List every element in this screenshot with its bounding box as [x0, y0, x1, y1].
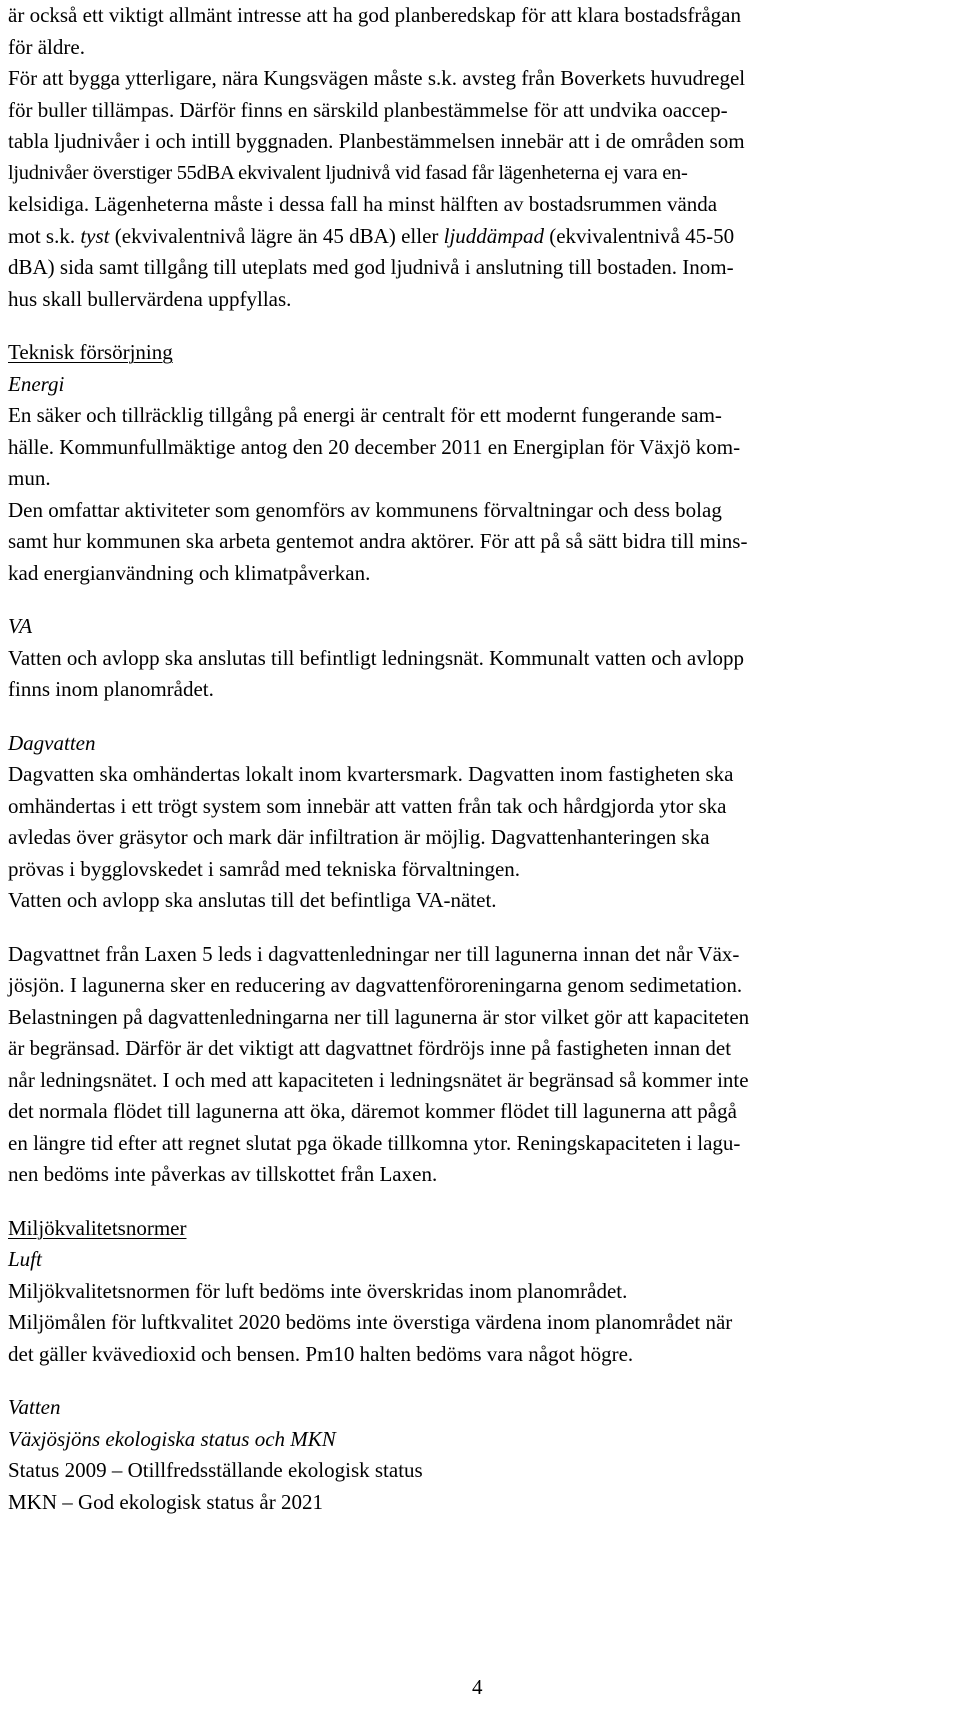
- text-line: Dagvatten ska omhändertas lokalt inom kvartersmark. Dagvatten inom fastigheten ska: [8, 762, 734, 786]
- text-line: hälle. Kommunfullmäktige antog den 20 december 2011 en Energiplan för Växjö kom-: [8, 434, 741, 459]
- emphasis-tyst: tyst: [80, 223, 110, 248]
- text-line: det gäller kvävedioxid och bensen. Pm10 halten bedöms vara något högre.: [8, 1341, 634, 1366]
- text-line: för buller tillämpas. Därför finns en särskild planbestämmelse för att undvika oaccep-: [8, 97, 728, 122]
- text-run: (ekvivalentnivå 45-50: [543, 223, 735, 248]
- text-line: når ledningsnätet. I och med att kapaciteten i ledningsnätet är begränsad så kommer inte: [8, 1067, 749, 1092]
- text-line: är också ett viktigt allmänt intresse att ha god planberedskap för att klara bostadsfrågan: [8, 3, 742, 27]
- subheading-dagvatten: Dagvatten: [8, 730, 96, 755]
- text-line: tabla ljudnivåer i och intill byggnaden. Planbestämmelsen innebär att i de områden som: [8, 129, 745, 153]
- subheading-energi: Energi: [8, 371, 65, 396]
- text-line: Belastningen på dagvattenledningarna ner till lagunerna är stor vilket gör att kapaciteten: [8, 1004, 750, 1029]
- section-heading-teknisk: Teknisk försörjning: [8, 340, 173, 364]
- text-line: ljudnivåer överstiger 55dBA ekvivalent ljudnivå vid fasad får lägenheterna ej vara en-: [8, 161, 688, 184]
- subheading-vaxjosjon: Växjösjöns ekologiska status och MKN: [8, 1426, 336, 1451]
- text-line: Den omfattar aktiviteter som genomförs av kommunens förvaltningar och dess bolag: [8, 497, 722, 522]
- text-line: är begränsad. Därför är det viktigt att dagvattnet fördröjs inne på fastigheten innan det: [8, 1036, 732, 1060]
- text-line: mun.: [8, 466, 51, 490]
- text-line: kad energianvändning och klimatpåverkan.: [8, 560, 371, 585]
- subheading-va: VA: [8, 614, 33, 638]
- document-page: [8, 0, 940, 1518]
- text-line: MKN – God ekologisk status år 2021: [8, 1489, 323, 1514]
- text-line: Vatten och avlopp ska anslutas till befintligt ledningsnät. Kommunalt vatten och avlopp: [8, 645, 745, 670]
- text-line: För att bygga ytterligare, nära Kungsvägen måste s.k. avsteg från Boverkets huvudregel: [8, 66, 746, 90]
- text-line: prövas i bygglovskedet i samråd med tekniska förvaltningen.: [8, 856, 521, 881]
- text-line: avledas över gräsytor och mark där infiltration är möjlig. Dagvattenhanteringen ska: [8, 825, 710, 849]
- text-line: dBA) sida samt tillgång till uteplats med god ljudnivå i anslutning till bostaden. Inom-: [8, 255, 734, 279]
- text-line: En säker och tillräcklig tillgång på energi är centralt för ett modernt fungerande sam-: [8, 403, 722, 427]
- text-line: Miljömålen för luftkvalitet 2020 bedöms inte överstiga värdena inom planområdet när: [8, 1310, 733, 1334]
- text-line: det normala flödet till lagunerna att öka, däremot kommer flödet till lagunerna att pågå: [8, 1099, 737, 1123]
- text-line: en längre tid efter att regnet slutat pga ökade tillkomna ytor. Reningskapaciteten i lagu-: [8, 1130, 741, 1155]
- subheading-luft: Luft: [8, 1247, 42, 1271]
- page-number: 4: [472, 1675, 483, 1699]
- text-run: (ekvivalentnivå lägre än 45 dBA) eller: [109, 223, 444, 248]
- subheading-vatten: Vatten: [8, 1395, 61, 1419]
- text-line: jösjön. I lagunerna sker en reducering av dagvattenföroreningarna genom sedimetation.: [8, 973, 743, 997]
- text-line: samt hur kommunen ska arbeta gentemot andra aktörer. För att på så sätt bidra till mins-: [8, 529, 748, 553]
- text-line: för äldre.: [8, 34, 85, 59]
- emphasis-ljuddampad: ljuddämpad: [443, 223, 544, 248]
- text-line: Vatten och avlopp ska anslutas till det befintliga VA-nätet.: [8, 888, 497, 912]
- text-run: mot s.k.: [8, 223, 81, 248]
- text-line: finns inom planområdet.: [8, 677, 214, 701]
- text-line: omhändertas i ett trögt system som innebär att vatten från tak och hårdgjorda ytor ska: [8, 793, 727, 818]
- text-line: hus skall bullervärdena uppfyllas.: [8, 286, 292, 311]
- text-line: [8, 221, 940, 253]
- text-line: Dagvattnet från Laxen 5 leds i dagvattenledningar ner till lagunerna innan det når Väx-: [8, 941, 740, 966]
- text-line: Miljökvalitetsnormen för luft bedöms inte överskridas inom planområdet.: [8, 1278, 628, 1303]
- section-heading-miljo: Miljökvalitetsnormer: [8, 1215, 187, 1240]
- text-line: Status 2009 – Otillfredsställande ekologisk status: [8, 1458, 423, 1482]
- text-line: nen bedöms inte påverkas av tillskottet från Laxen.: [8, 1162, 438, 1186]
- text-line: kelsidiga. Lägenheterna måste i dessa fall ha minst hälften av bostadsrummen vända: [8, 192, 718, 216]
